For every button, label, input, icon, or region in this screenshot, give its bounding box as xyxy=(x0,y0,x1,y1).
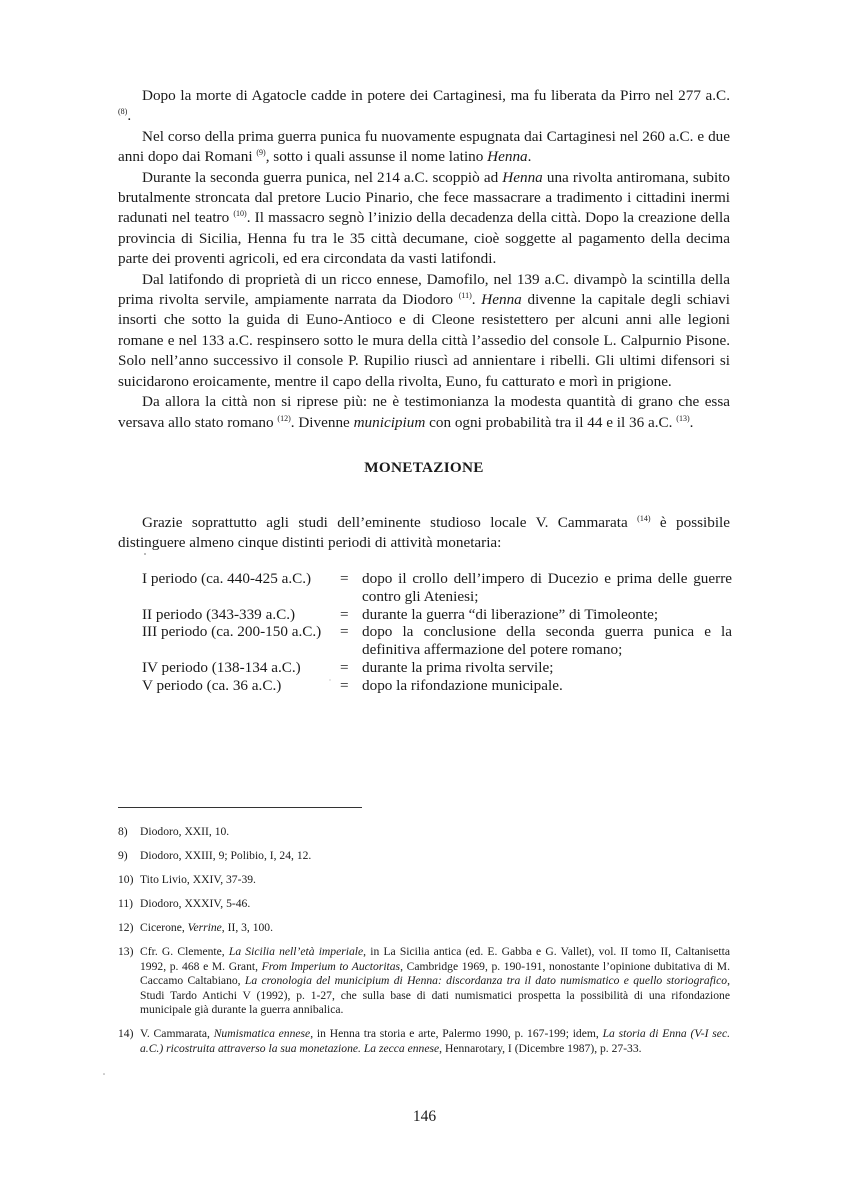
italic-text: Henna xyxy=(481,291,522,309)
text-run: una rivolta antiromana, subito brutalmente stroncata dal pretore Lucio Pinario, che fece massacrare a tradimento i cittadini inermi radunati nel teatro xyxy=(118,168,730,227)
text-run: . xyxy=(127,107,132,125)
text-run: , in Henna tra storia e arte, Palermo 1990, p. 167-199; idem, xyxy=(310,1027,603,1041)
intro-paragraph xyxy=(118,513,730,554)
text-run: . Il massacro segnò l’inizio della decadenza della città. Dopo la creazione della provincia di Sicilia, Henna fu tra le 35 città decumane, cioè soggette al pagamento della decima parte dei proventi agricoli, ed era circondata da vasti latifondi. xyxy=(118,209,731,268)
text-run: Cfr. G. Clemente, xyxy=(140,944,229,958)
text-run: . xyxy=(689,413,694,431)
text-run: Diodoro, XXIII, 9; Polibio, I, 24, 12. xyxy=(140,848,312,862)
period-row-2 xyxy=(142,606,732,624)
footnote-number: 10) xyxy=(118,872,134,886)
period-equals: = xyxy=(340,676,349,694)
footnote-number: 9) xyxy=(118,848,128,862)
footnote-text xyxy=(140,945,730,1018)
text-run: , II, 3, 100. xyxy=(221,920,273,934)
footnote-number: 12) xyxy=(118,920,134,934)
period-row-4 xyxy=(142,659,732,677)
footnote-9 xyxy=(118,849,730,864)
footnote-text xyxy=(140,897,730,912)
text-run: Dopo la morte di Agatocle cadde in potere dei Cartaginesi, ma fu liberata da Pirro nel 277 a.C. xyxy=(142,87,730,104)
history-section xyxy=(118,86,730,433)
footnote-ref: (14) xyxy=(637,514,651,523)
period-equals: = xyxy=(340,623,349,641)
period-label: I periodo (ca. 440-425 a.C.) xyxy=(142,570,312,587)
footnote-ref: (11) xyxy=(458,291,472,301)
text-run: Nel corso della prima guerra punica fu nuovamente espugnata dai Cartaginesi nel 260 a.C. e due anni dopo dai Romani xyxy=(118,127,730,166)
footnote-ref: (12) xyxy=(277,413,291,423)
footnote-text xyxy=(140,1027,730,1056)
footnote-ref: (8) xyxy=(118,107,128,117)
paragraph-1 xyxy=(118,86,730,127)
italic-text: municipium xyxy=(353,413,426,431)
period-description: dopo la rifondazione municipale. xyxy=(362,676,563,694)
period-equals: = xyxy=(340,605,349,623)
periods-list xyxy=(142,570,732,695)
text-run: , Studi Tardo Antichi V (1992), p. 1-27, che sulla base di dati numismatici prospetta la possibilità di una rifondazione municipale già durante la guerra annibalica. xyxy=(140,974,730,1017)
text-run: Grazie soprattutto agli studi dell’eminente studioso locale V. Cammarata xyxy=(142,514,638,531)
text-run: è possibile distinguere almeno cinque distinti periodi di attività monetaria: xyxy=(118,514,731,552)
paragraph-2 xyxy=(118,127,730,168)
footnotes xyxy=(118,825,730,1066)
footnote-10 xyxy=(118,873,730,888)
italic-text: La storia di Enna (V-I sec. a.C.) ricostruita attraverso la sua monetazione. La zecca ennese xyxy=(140,1027,731,1055)
text-run: divenne la capitale degli schiavi insorti che sotto la guida di Euno-Antioco e di Cleone resistettero per alcuni anni alle legioni romane e nel 133 a.C. respinsero sotto le mura della città l’assedio del console L. Calpurnio Pisone. Solo nell’anno successivo il console P. Rupilio riuscì ad annientare i ribelli. Gli ultimi difensori si suicidarono eroicamente, mentre il capo della rivolta, Euno, fu catturato e morì in prigione. xyxy=(118,291,730,390)
italic-text: La cronologia del municipium di Henna: discordanza tra il dato numismatico e quello storiografico xyxy=(244,974,728,988)
footnote-ref: (10) xyxy=(233,209,247,219)
italic-text: La Sicilia nell’età imperiale xyxy=(228,944,364,958)
period-description: durante la guerra “di liberazione” di Timoleonte; xyxy=(362,605,659,623)
text-run: Dal latifondo di proprietà di un ricco ennese, Damofilo, nel 139 a.C. divampò la scintilla della prima rivolta servile, ampiamente narrata da Diodoro xyxy=(118,270,730,309)
text-run: Tito Livio, XXIV, 37-39. xyxy=(140,872,256,886)
period-description: durante la prima rivolta servile; xyxy=(362,658,554,676)
footnote-text xyxy=(140,921,730,936)
italic-text: Numismatica ennese xyxy=(213,1027,311,1041)
period-equals: = xyxy=(340,570,349,587)
intro-section xyxy=(118,513,730,554)
footnote-number: 8) xyxy=(118,825,128,838)
text-run: . xyxy=(471,291,482,309)
footnote-11 xyxy=(118,897,730,912)
text-run: . Divenne xyxy=(290,413,354,431)
text-run: Durante la seconda guerra punica, nel 214 a.C. scoppiò ad xyxy=(142,168,503,186)
period-row-3 xyxy=(142,623,732,659)
section-heading: MONETAZIONE xyxy=(364,459,484,476)
period-row-5 xyxy=(142,677,732,695)
footnote-text xyxy=(140,873,730,888)
text-run: Cicerone, xyxy=(140,920,188,934)
text-run: , Cambridge 1969, p. 190-191, nonostante l’opinione dubitativa di M. Caccamo Caltabiano, xyxy=(140,959,730,988)
period-label: III periodo (ca. 200-150 a.C.) xyxy=(142,623,322,641)
footnote-text xyxy=(140,825,730,840)
text-run: Diodoro, XXII, 10. xyxy=(140,825,230,838)
paragraph-3 xyxy=(118,168,730,270)
italic-text: Henna xyxy=(487,148,528,166)
text-run: V. Cammarata, xyxy=(140,1027,214,1041)
page-number: 146 xyxy=(412,1108,437,1125)
text-run: , sotto i quali assunse il nome latino xyxy=(265,148,488,166)
italic-text: Henna xyxy=(502,168,543,186)
footnote-number: 13) xyxy=(118,944,134,958)
period-label: V periodo (ca. 36 a.C.) xyxy=(142,676,282,694)
text-run: Diodoro, XXXIV, 5-46. xyxy=(140,896,251,910)
text-run: , in La Sicilia antica (ed. E. Gabba e G. Vallet), vol. II tomo II, Caltanisetta 1992, p. 468 e M. Grant, xyxy=(140,944,730,973)
paragraph-5 xyxy=(118,392,730,433)
text-run: , Hennarotary, I (Dicembre 1987), p. 27-33. xyxy=(439,1041,642,1055)
text-run: . xyxy=(527,148,532,166)
footnote-ref: (9) xyxy=(256,148,266,158)
footnote-separator xyxy=(118,807,362,808)
period-description: dopo il crollo dell’impero di Ducezio e prima delle guerre contro gli Ateniesi; xyxy=(362,570,732,605)
footnote-13 xyxy=(118,945,730,1018)
footnote-text xyxy=(140,849,730,864)
text-run: Da allora la città non si riprese più: ne è testimonianza la modesta quantità di grano che essa versava allo stato romano xyxy=(118,393,730,431)
period-description: dopo la conclusione della seconda guerra punica e la definitiva affermazione del potere romano; xyxy=(362,623,732,659)
period-equals: = xyxy=(340,658,349,676)
italic-text: Verrine xyxy=(187,920,222,934)
footnote-ref: (13) xyxy=(676,413,690,423)
period-label: IV periodo (138-134 a.C.) xyxy=(142,658,301,676)
period-row-1 xyxy=(142,570,732,606)
paragraph-4 xyxy=(118,270,730,392)
footnote-number: 11) xyxy=(118,896,134,910)
footnote-14 xyxy=(118,1027,730,1056)
footnote-8 xyxy=(118,825,730,840)
italic-text: From Imperium to Auctoritas xyxy=(261,959,401,973)
text-run: con ogni probabilità tra il 44 e il 36 a.C. xyxy=(425,413,677,431)
footnote-number: 14) xyxy=(118,1027,134,1041)
footnote-12 xyxy=(118,921,730,936)
period-label: II periodo (343-339 a.C.) xyxy=(142,605,296,623)
